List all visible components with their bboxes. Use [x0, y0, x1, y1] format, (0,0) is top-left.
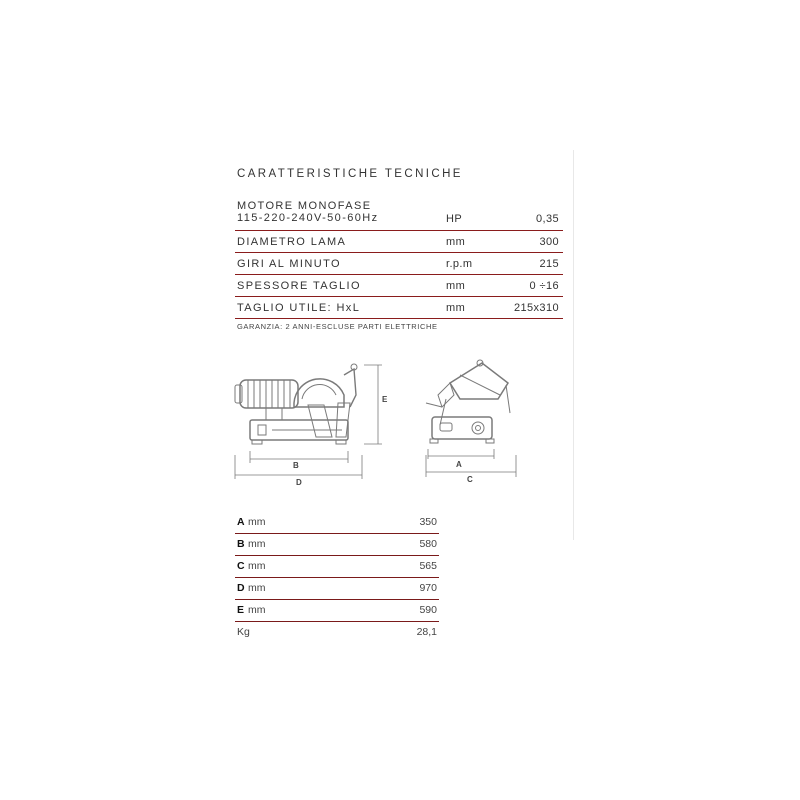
spec-unit: mm — [446, 302, 466, 314]
dim-row-e — [235, 600, 439, 622]
dim-letter: B — [237, 538, 245, 550]
spec-label: DIAMETRO LAMA — [237, 236, 347, 248]
spec-value: 300 — [539, 236, 559, 248]
slicer-front-view-drawing — [420, 355, 530, 490]
dim-row-a — [235, 512, 439, 534]
dim-unit: mm — [248, 604, 266, 616]
dim-unit: mm — [248, 516, 266, 528]
spec-row-cut-thickness — [235, 275, 563, 297]
spec-row-useful-cut — [235, 297, 563, 319]
spec-table — [235, 197, 563, 319]
dim-unit: mm — [248, 538, 266, 550]
dim-letter: C — [237, 560, 245, 572]
page-divider-line — [573, 150, 574, 540]
dim-value: 565 — [419, 560, 437, 572]
spec-value: 215x310 — [513, 302, 559, 314]
dim-unit: mm — [248, 560, 266, 572]
spec-unit: mm — [446, 280, 466, 292]
dim-label-a: A — [456, 460, 462, 469]
spec-value: 0 ÷16 — [529, 280, 559, 292]
dim-value: 580 — [419, 538, 437, 550]
spec-value: 0,35 — [535, 213, 559, 225]
slicer-side-view-drawing — [232, 355, 397, 490]
dim-row-d — [235, 578, 439, 600]
warranty-note: GARANZIA: 2 ANNI-ESCLUSE PARTI ELETTRICHE — [237, 322, 438, 331]
dim-label-b: B — [293, 461, 299, 470]
spec-row-blade-diameter — [235, 231, 563, 253]
dim-value: 590 — [419, 604, 437, 616]
spec-label-line1: MOTORE MONOFASE — [237, 200, 372, 212]
dim-row-b — [235, 534, 439, 556]
dim-value: 350 — [419, 516, 437, 528]
weight-label: Kg — [237, 626, 250, 638]
dim-letter: D — [237, 582, 245, 594]
spec-unit: mm — [446, 236, 466, 248]
spec-label: GIRI AL MINUTO — [237, 258, 341, 270]
dim-letter: A — [237, 516, 245, 528]
spec-row-rpm — [235, 253, 563, 275]
weight-row — [235, 622, 439, 643]
spec-label — [237, 200, 379, 224]
dim-label-d: D — [296, 478, 302, 487]
spec-row-motor — [235, 197, 563, 231]
spec-unit: HP — [446, 213, 463, 225]
weight-value: 28,1 — [416, 626, 437, 638]
spec-unit: r.p.m — [446, 258, 473, 270]
dim-letter: E — [237, 604, 245, 616]
dim-value: 970 — [419, 582, 437, 594]
section-title: CARATTERISTICHE TECNICHE — [237, 168, 463, 180]
spec-label-line2: 115-220-240V-50-60Hz — [237, 212, 379, 224]
dim-label-e: E — [382, 395, 388, 404]
spec-label: TAGLIO UTILE: HxL — [237, 302, 361, 314]
spec-label: SPESSORE TAGLIO — [237, 280, 361, 292]
dim-label-c: C — [467, 475, 473, 484]
spec-value: 215 — [539, 258, 559, 270]
dimensions-table — [235, 512, 439, 643]
dim-row-c — [235, 556, 439, 578]
dim-unit: mm — [248, 582, 266, 594]
